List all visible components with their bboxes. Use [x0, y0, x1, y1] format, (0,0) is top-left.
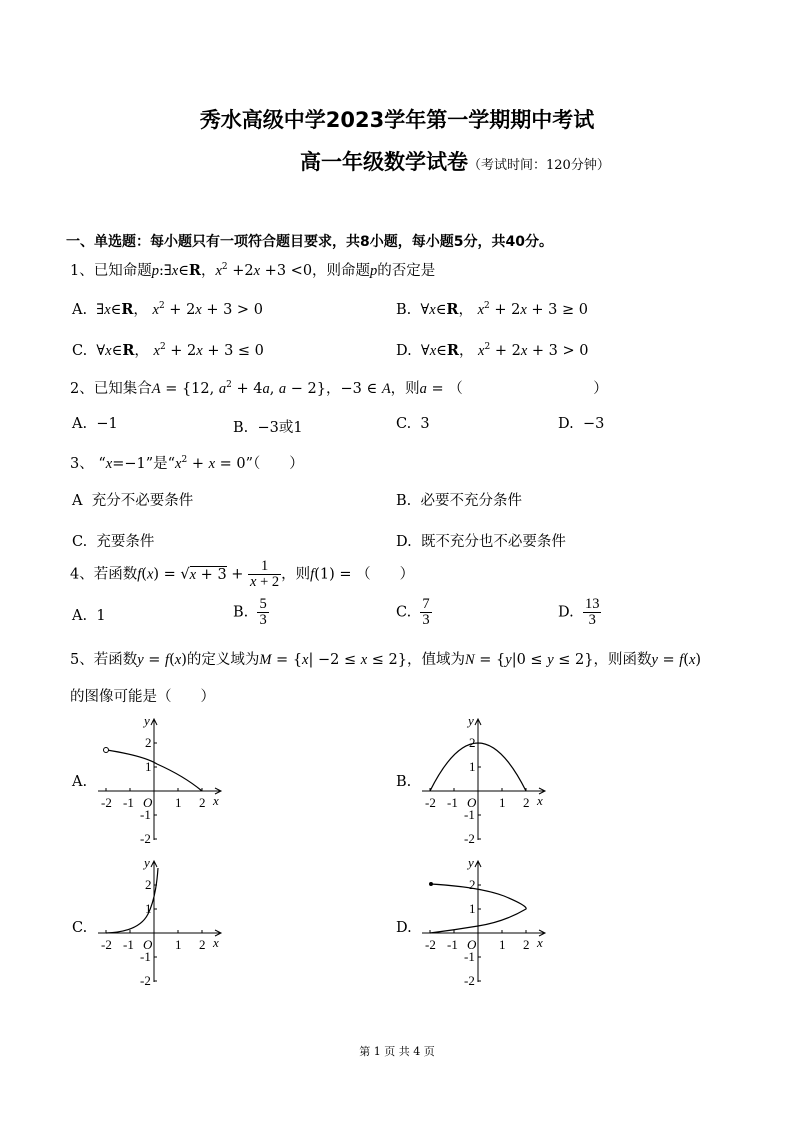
question-1: 1、已知命题p:∃x∈R，$x^2 +2x +3 <0$，则命题p的否定是	[70, 262, 436, 279]
q3-option-c	[72, 530, 154, 551]
axes	[422, 719, 545, 840]
q4-option-b	[233, 597, 269, 628]
q2-option-a	[72, 416, 118, 432]
question-3: 3、 “x=−1”是“$x^2 + x$ = 0”（ ）	[70, 455, 304, 472]
q5-option-d-label: D.	[396, 920, 412, 936]
open-endpoint	[104, 748, 109, 753]
question-2: 2、已知集合A = {12, $a^2 + 4a$, a − 2}，−3 ∈ A，则a = （ ）	[70, 380, 608, 397]
fraction-numerator: 7	[422, 596, 430, 612]
fraction-denominator: 3	[259, 612, 267, 629]
option-label: C.	[72, 343, 88, 359]
q3-text-1: 3、 “	[70, 456, 106, 472]
fraction-denominator: 3	[588, 612, 596, 629]
option-label: D.	[396, 534, 412, 550]
y-axis-label: y	[468, 856, 474, 870]
x-tick-label: -1	[123, 795, 134, 810]
fraction-denominator: 3	[422, 612, 430, 629]
y-tick-label: 2	[145, 877, 152, 892]
y-tick-label: -1	[464, 949, 475, 964]
option-text: 既不充分也不必要条件	[420, 534, 566, 550]
x-tick-label: -1	[447, 795, 458, 810]
option-label: D.	[558, 604, 574, 621]
q4-text-2: ，则	[281, 566, 311, 583]
y-tick-label: 1	[469, 901, 476, 916]
y-axis-label: y	[468, 714, 474, 728]
q4-option-a	[72, 608, 106, 624]
closed-endpoint	[429, 882, 433, 886]
question-5: 5、若函数y = f(x)的定义域为M = {x| −2 ≤ x ≤ 2}，值域为N = {y|0 ≤ y ≤ 2}，则函数y = f(x)	[70, 652, 702, 668]
q3-text-2: ”是“	[145, 456, 176, 472]
x-tick-label: 1	[175, 937, 182, 952]
y-tick-label: -1	[464, 807, 475, 822]
option-label: A.	[72, 416, 88, 432]
option-label: B.	[233, 604, 249, 621]
q1-text-2: ，则命题	[312, 263, 371, 279]
x-tick-label: -1	[123, 937, 134, 952]
y-tick-label: -1	[140, 949, 151, 964]
origin-label: O	[143, 795, 153, 810]
origin-label: O	[467, 795, 477, 810]
option-label: D.	[396, 343, 412, 359]
q4-option-d	[558, 597, 601, 628]
x-tick-label: 1	[499, 795, 506, 810]
option-label: B.	[233, 420, 249, 436]
q4-text-1: 4、若函数	[70, 566, 138, 583]
option-label: B.	[396, 302, 412, 318]
time-note: （考试时间：120分钟）	[468, 158, 610, 173]
origin-label: O	[467, 937, 477, 952]
option-text: 1	[96, 608, 106, 624]
q5-option-b-label: B.	[396, 774, 412, 790]
y-tick-label: -2	[464, 973, 475, 988]
y-tick-label: -2	[140, 831, 151, 846]
x-tick-label: -2	[425, 795, 436, 810]
x-tick-label: 1	[499, 937, 506, 952]
q2-option-c	[396, 416, 430, 432]
graph-d	[418, 856, 552, 990]
q1-option-d: D. ∀x∈R， $x^2 + 2x + 3 > 0$	[396, 342, 589, 359]
y-tick-label: -2	[140, 973, 151, 988]
option-label: C.	[396, 604, 412, 621]
fraction-numerator: 5	[259, 596, 267, 612]
option-text: −1	[96, 416, 118, 432]
axes	[422, 861, 545, 982]
y-tick-label: 2	[145, 735, 152, 750]
y-tick-label: 2	[469, 735, 476, 750]
option-text: 充分不必要条件	[91, 493, 194, 509]
y-tick-label: 2	[469, 877, 476, 892]
y-axis-label: y	[144, 856, 150, 870]
axes	[98, 719, 221, 840]
option-label: C.	[72, 534, 88, 550]
origin-label: O	[143, 937, 153, 952]
x-tick-label: -2	[101, 795, 112, 810]
fraction-numerator: 13	[584, 596, 600, 612]
q1-option-c: C. ∀x∈R， $x^2 + 2x + 3 \le 0$	[72, 342, 264, 359]
x-axis-label: x	[213, 793, 219, 808]
y-axis-label: y	[144, 714, 150, 728]
x-tick-label: 2	[523, 795, 530, 810]
q5-text-3: ，值域为	[407, 652, 465, 668]
q3-option-a	[72, 489, 193, 510]
option-label: A.	[72, 608, 88, 624]
graph-c	[94, 856, 228, 990]
y-tick-label: 1	[145, 759, 152, 774]
q1-text-1: 1、已知命题	[70, 263, 152, 279]
x-axis-label: x	[537, 935, 543, 950]
page-footer: 第 1 页 共 4 页	[359, 1045, 435, 1058]
graph-a	[94, 714, 228, 848]
q2-option-b	[233, 416, 303, 437]
x-tick-label: 1	[175, 795, 182, 810]
x-tick-label: -2	[101, 937, 112, 952]
q3-text-3: ”（ ）	[245, 456, 304, 472]
q5-text-1: 5、若函数	[70, 652, 138, 668]
y-tick-label: 1	[469, 759, 476, 774]
q5-option-c-label: C.	[72, 920, 88, 936]
q5-line-2: 的图像可能是（ ）	[70, 689, 215, 705]
section-heading: 一、单选题：每小题只有一项符合题目要求，共8小题，每小题5分，共40分。	[66, 234, 553, 250]
x-tick-label: -2	[425, 937, 436, 952]
q3-option-d	[396, 530, 566, 551]
question-4: 4、若函数f(x) = √x + 3 + $\frac{1}{x + 2}$ ，则f(1) = （ ）	[70, 558, 415, 591]
option-label: A.	[72, 302, 88, 318]
option-label: C.	[396, 416, 412, 432]
q2-option-d	[558, 416, 604, 432]
subtitle-text: 高一年级数学试卷	[300, 150, 468, 174]
option-text: 充要条件	[96, 534, 155, 550]
q5-option-a-label: A.	[72, 774, 88, 790]
option-label: A	[72, 493, 83, 509]
x-axis-label: x	[213, 935, 219, 950]
q4-option-c	[396, 597, 432, 628]
x-tick-label: 2	[199, 937, 206, 952]
x-axis-label: x	[537, 793, 543, 808]
q5-text-4: ，则函数	[593, 652, 652, 668]
option-text: 必要不充分条件	[420, 493, 522, 509]
y-tick-label: -1	[140, 807, 151, 822]
q2-paren: （ ）	[448, 381, 608, 397]
axes	[98, 861, 221, 982]
y-tick-label: 1	[145, 901, 152, 916]
y-tick-label: -2	[464, 831, 475, 846]
q1-option-a: A. ∃x∈R， $x^2 + 2x + 3 > 0$	[72, 301, 263, 318]
q5-text-2: 的定义域为	[186, 652, 260, 668]
q3-option-b	[396, 489, 522, 510]
option-text: 3	[420, 416, 430, 432]
q1-option-b: B. ∀x∈R， $x^2 + 2x + 3 \ge 0$	[396, 301, 588, 318]
x-tick-label: 2	[523, 937, 530, 952]
option-label: B.	[396, 493, 412, 509]
q2-text-2: ，则	[390, 381, 420, 397]
option-text: −3或1	[257, 420, 303, 436]
q4-paren: （ ）	[356, 566, 415, 583]
option-text: −3	[582, 416, 605, 432]
exam-title: 秀水高级中学2023学年第一学期期中考试	[199, 108, 595, 132]
q2-text-1: 2、已知集合	[70, 381, 152, 397]
exam-subtitle	[300, 146, 610, 176]
x-tick-label: -1	[447, 937, 458, 952]
q1-text-3: 的否定是	[377, 263, 436, 279]
option-label: D.	[558, 416, 574, 432]
graph-b	[418, 714, 552, 848]
x-tick-label: 2	[199, 795, 206, 810]
